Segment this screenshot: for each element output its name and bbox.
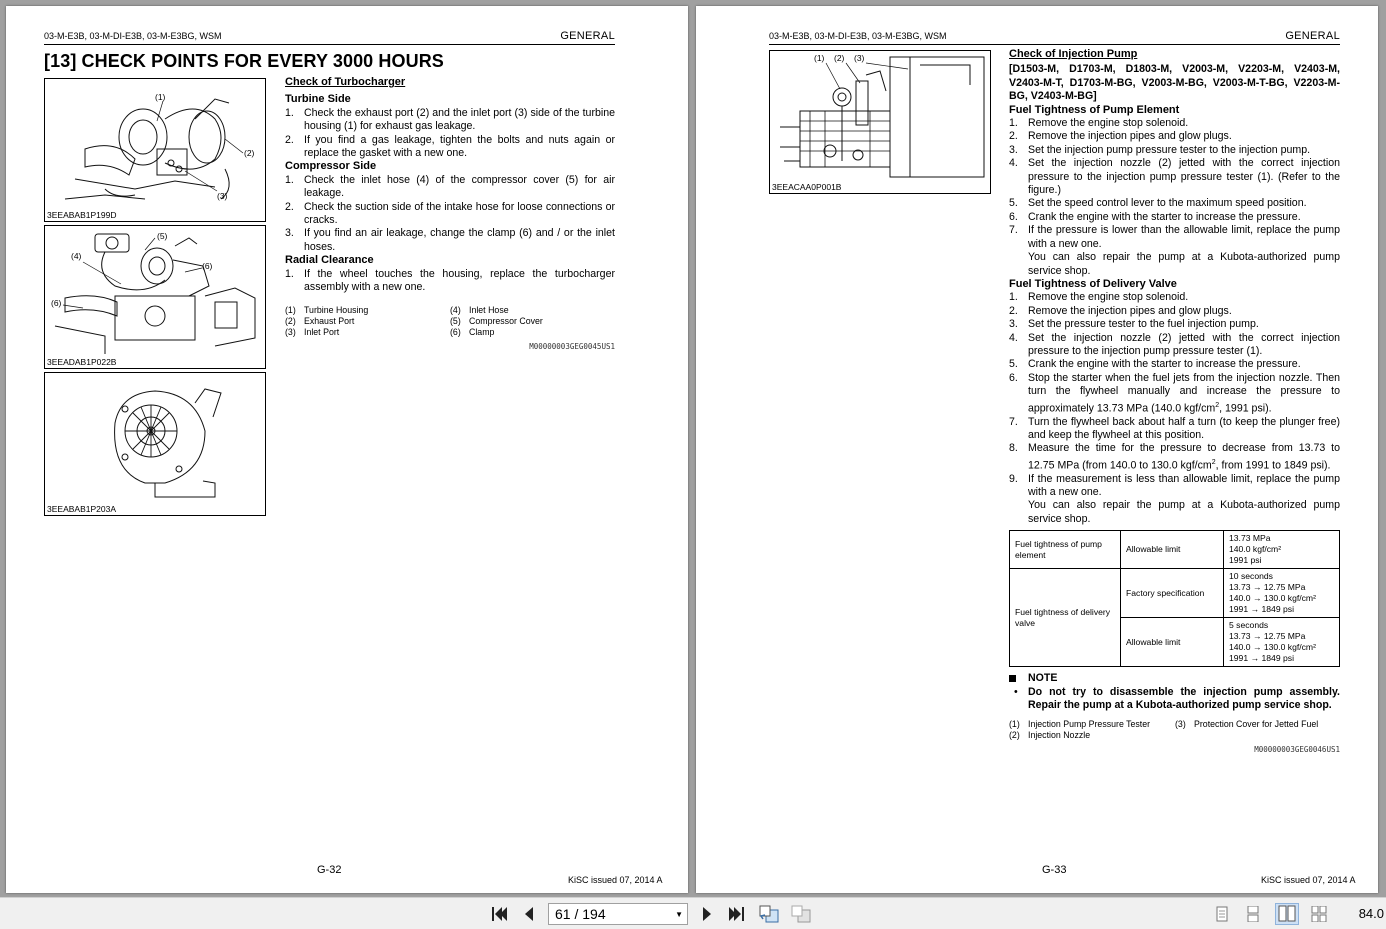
step: 3. If you find an air leakage, change the clamp (6) and / or the inlet hoses. <box>285 227 615 253</box>
pump-element-steps <box>1009 117 1340 278</box>
header-models: 03-M-E3B, 03-M-DI-E3B, 03-M-E3BG, WSM <box>769 31 947 41</box>
step: 6. Stop the starter when the fuel jets from the injection nozzle. Then turn the flywheel manually and increase the pressure to approximately 13.73 MPa (140.0 kgf/$cm^2$, 1991 psi). <box>1009 371 1340 415</box>
engine-drawing <box>45 226 265 356</box>
step: 7. If the pressure is lower than the allowable limit, replace the pump with a new one. You can also repair the pump at a Kubota-authorized pump service shop. <box>1009 224 1340 277</box>
callout-3: (3) <box>217 191 228 201</box>
callout-2: (2) <box>244 148 255 158</box>
delivery-valve-steps <box>1009 291 1340 526</box>
callout-4: (4) <box>71 251 82 261</box>
last-page-icon <box>728 906 746 922</box>
next-page-button[interactable] <box>698 904 716 924</box>
zoom-level[interactable]: 84.0 <box>1358 906 1384 921</box>
go-back-icon <box>759 905 779 923</box>
note-text: Do not try to disassemble the injection pump assembly. Repair the pump at a Kubota-authorized pump service shop. <box>1028 685 1340 712</box>
page-left <box>6 6 688 893</box>
callout-1: (1) <box>814 53 825 63</box>
turbocharger-figure-2 <box>44 225 266 369</box>
page-indicator: 61 / 194 <box>555 906 606 922</box>
last-page-button[interactable] <box>726 904 748 924</box>
spec-values: 13.73 MPa 140.0 kgf/cm² 1991 psi <box>1224 531 1340 569</box>
spec-values: 5 seconds 13.73 → 12.75 MPa 140.0 → 130.0 kgf/cm² 1991 → 1849 psi <box>1224 618 1340 667</box>
step: 2. Remove the injection pipes and glow plugs. <box>1009 130 1232 143</box>
go-forward-icon <box>791 905 811 923</box>
step: 6. Crank the engine with the starter to increase the pressure. <box>1009 210 1301 223</box>
step: 7. Turn the flywheel back about half a turn (to keep the plunger free) and keep the flywheel at this position. <box>1009 415 1340 441</box>
spec-item: Fuel tightness of delivery valve <box>1010 569 1121 667</box>
step: 3. Set the injection pump pressure tester to the injection pump. <box>1009 143 1311 156</box>
page-number-input[interactable] <box>548 903 688 925</box>
step: 1. Check the exhaust port (2) and the inlet port (3) side of the turbine housing (1) for exhaust gas leakage. <box>285 106 615 133</box>
step: 5. Crank the engine with the starter to increase the pressure. <box>1009 358 1301 371</box>
next-page-icon <box>701 906 713 922</box>
step: 4. Set the injection nozzle (2) jetted with the correct injection pressure to the injection pump pressure tester (1). (Refer to the figure.) <box>1009 157 1340 197</box>
issued-text: KiSC issued 07, 2014 A <box>1261 875 1356 885</box>
doc-code: M00000003GEG0045US1 <box>529 341 615 351</box>
prev-page-button[interactable] <box>520 904 538 924</box>
compressor-steps <box>285 174 615 254</box>
callout-5: (5) <box>157 231 168 241</box>
continuous-facing-view-icon[interactable] <box>1311 906 1327 922</box>
spec-kind: Allowable limit <box>1121 618 1224 667</box>
step: 2. Check the suction side of the intake hose for loose connections or cracks. <box>285 200 615 227</box>
pump-element-heading: Fuel Tightness of Pump Element <box>1009 103 1180 116</box>
section-heading: Check of Injection Pump <box>1009 48 1138 60</box>
spec-table <box>1009 530 1340 667</box>
turbocharger-text <box>285 76 615 353</box>
callout-6-right: (6) <box>202 261 213 271</box>
header-models: 03-M-E3B, 03-M-DI-E3B, 03-M-E3BG, WSM <box>44 31 222 41</box>
header-section: GENERAL <box>560 30 615 42</box>
figure-caption: 3EEACAA0P001B <box>772 182 842 192</box>
step: 2. If you find a gas leakage, tighten the bolts and nuts again or replace the gasket with a new one. <box>285 133 615 160</box>
note-square-icon <box>1009 675 1016 682</box>
callout-3: (3) <box>854 53 865 63</box>
injection-pump-drawing <box>770 51 990 181</box>
callout-1: (1) <box>155 92 166 102</box>
model-list: [D1503-M, D1703-M, D1803-M, V2003-M, V2203-M, V2403-M, V2403-M-T, D1703-M-BG, V2003-M-BG, V2003-M-T-BG, V2203-M-BG, V2403-M-BG] <box>1009 63 1340 103</box>
note-body <box>1009 686 1340 713</box>
header-rule <box>769 44 1340 45</box>
spec-kind: Factory specification <box>1121 569 1224 618</box>
first-page-icon <box>490 906 508 922</box>
figure-caption: 3EEABAB1P199D <box>47 210 117 220</box>
chevron-down-icon[interactable]: ▼ <box>675 910 683 919</box>
note-heading-row <box>1009 672 1340 685</box>
figure-legend: (1) Turbine Housing (4) Inlet Hose (2) Exhaust Port (5) Compressor Cover (3) Inlet Port (6) Clamp <box>285 304 543 337</box>
page-number: G-33 <box>1042 864 1067 876</box>
facing-view-icon[interactable] <box>1276 904 1298 924</box>
callout-6-left: (6) <box>51 298 62 308</box>
step: 9. If the measurement is less than allowable limit, replace the pump with a new one. You can also repair the pump at a Kubota-authorized pump service shop. <box>1009 472 1340 525</box>
callout-2: (2) <box>834 53 845 63</box>
injection-pump-figure <box>769 50 991 194</box>
section-heading: Check of Turbocharger <box>285 76 406 88</box>
step: 1. Remove the engine stop solenoid. <box>1009 291 1189 304</box>
turbine-steps <box>285 107 615 161</box>
issued-text: KiSC issued 07, 2014 A <box>568 875 663 885</box>
header-rule <box>44 44 615 45</box>
turbocharger-figure-3 <box>44 372 266 516</box>
turbine-wheel-drawing <box>45 373 265 503</box>
step: 3. Set the pressure tester to the fuel injection pump. <box>1009 318 1259 331</box>
step: 1. Check the inlet hose (4) of the compressor cover (5) for air leakage. <box>285 173 615 200</box>
page-number: G-32 <box>317 864 342 876</box>
spec-item: Fuel tightness of pump element <box>1010 531 1121 569</box>
delivery-valve-heading: Fuel Tightness of Delivery Valve <box>1009 277 1177 290</box>
continuous-view-icon[interactable] <box>1245 906 1261 922</box>
prev-page-icon <box>523 906 535 922</box>
header-section: GENERAL <box>1285 30 1340 42</box>
spec-kind: Allowable limit <box>1121 531 1224 569</box>
step: 4. Set the injection nozzle (2) jetted with the correct injection pressure to the injection pump pressure tester (1). <box>1009 331 1340 357</box>
turbocharger-figure-1 <box>44 78 266 222</box>
compressor-heading: Compressor Side <box>285 160 377 173</box>
figure-legend: (1) Injection Pump Pressure Tester (3) Protection Cover for Jetted Fuel (2) Injection Nozzle <box>1009 718 1319 740</box>
note-bullet: • <box>1014 685 1018 698</box>
step: 8. Measure the time for the pressure to decrease from 13.73 to 12.75 MPa (from 140.0 to 130.0 kgf/$cm^2$, from 1991 to 1849 psi). <box>1009 442 1340 472</box>
step: 5. Set the speed control lever to the maximum speed position. <box>1009 197 1307 210</box>
spec-values: 10 seconds 13.73 → 12.75 MPa 140.0 → 130.0 kgf/cm² 1991 → 1849 psi <box>1224 569 1340 618</box>
page-right <box>696 6 1378 893</box>
injection-pump-text <box>1009 48 1340 756</box>
note-heading: NOTE <box>1028 672 1058 685</box>
radial-steps <box>285 268 615 295</box>
figure-caption: 3EEADAB1P022B <box>47 357 117 367</box>
turbine-heading: Turbine Side <box>285 93 351 106</box>
single-page-view-icon[interactable] <box>1214 906 1230 922</box>
doc-code: M00000003GEG0046US1 <box>1254 744 1340 754</box>
step: 1. Remove the engine stop solenoid. <box>1009 117 1189 130</box>
step: 2. Remove the injection pipes and glow plugs. <box>1009 304 1232 317</box>
viewer-toolbar <box>0 897 1386 929</box>
go-back-button[interactable] <box>758 904 780 924</box>
go-forward-button[interactable] <box>790 904 812 924</box>
radial-heading: Radial Clearance <box>285 254 374 267</box>
page-title: [13] CHECK POINTS FOR EVERY 3000 HOURS <box>44 51 444 71</box>
step: 1. If the wheel touches the housing, replace the turbocharger assembly with a new one. <box>285 267 615 294</box>
first-page-button[interactable] <box>488 904 510 924</box>
figure-caption: 3EEABAB1P203A <box>47 504 116 514</box>
